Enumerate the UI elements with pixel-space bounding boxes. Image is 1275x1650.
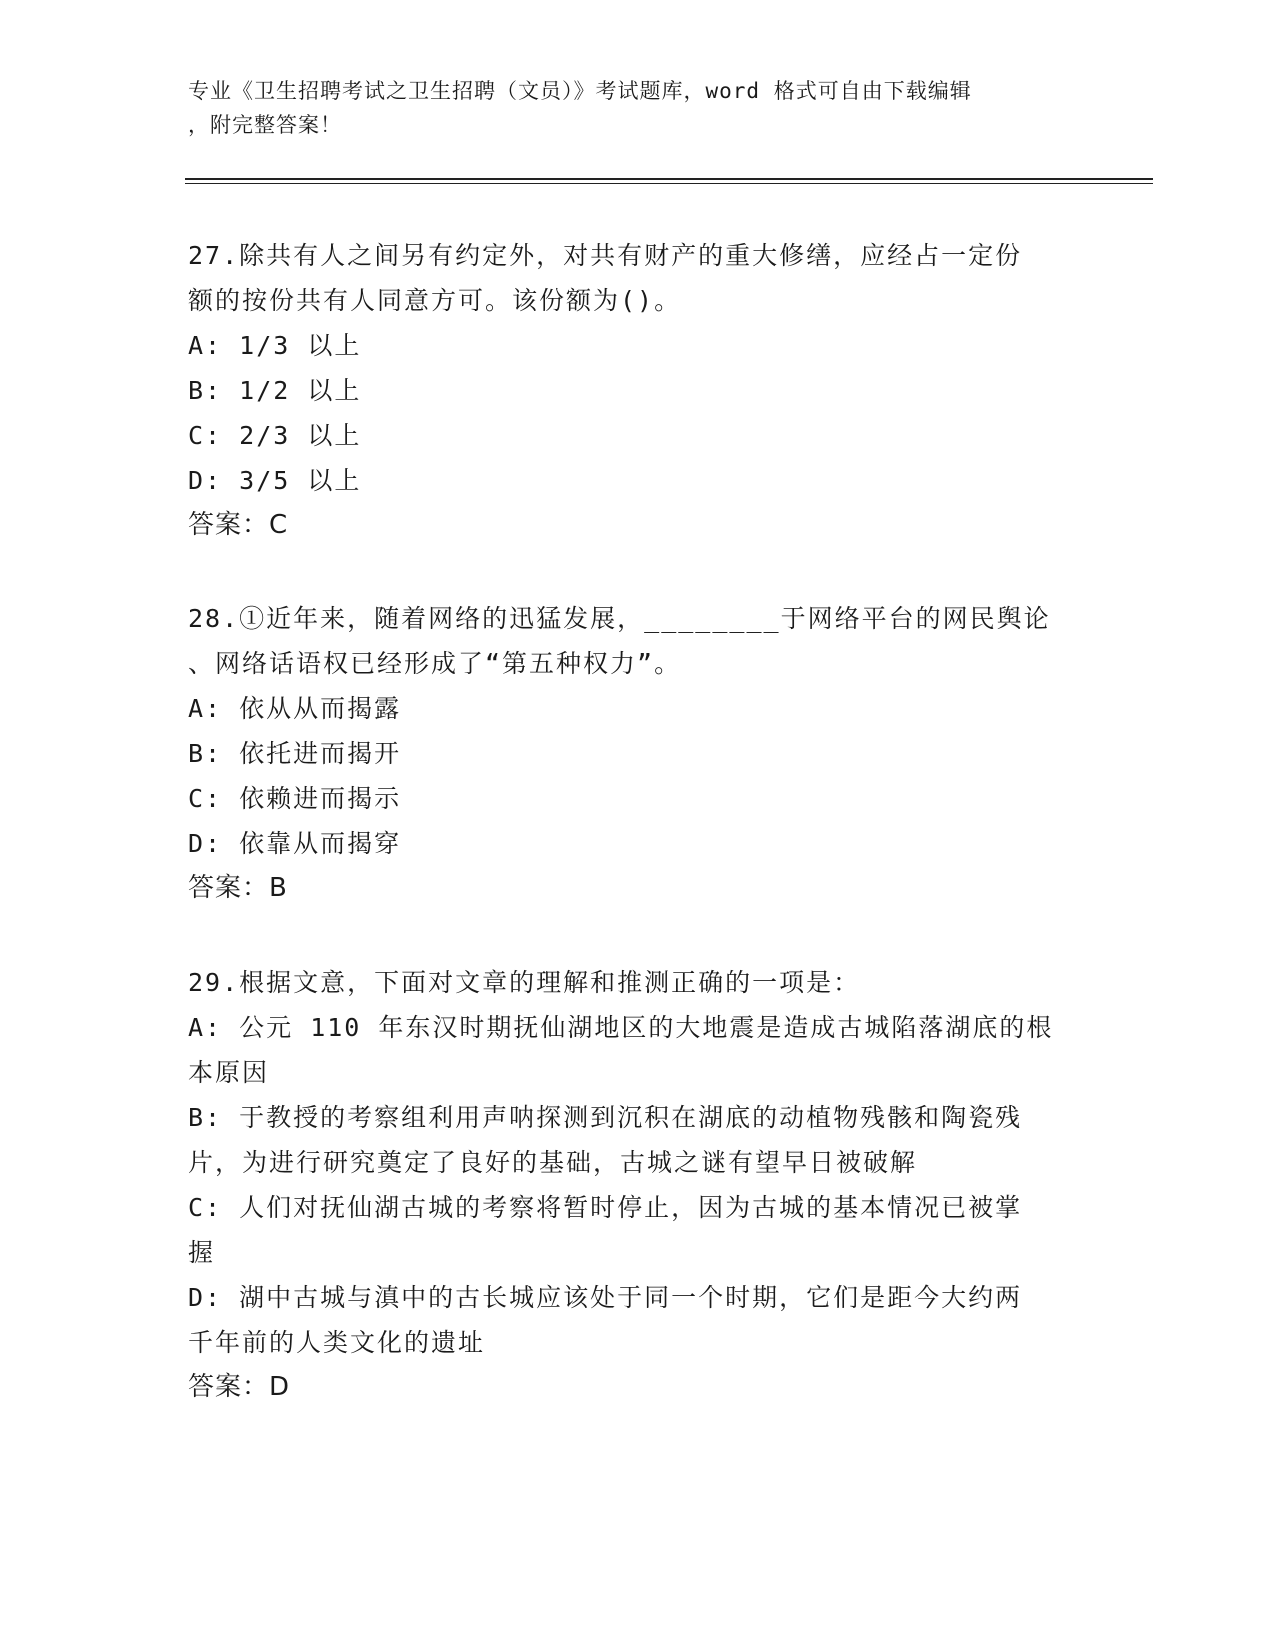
answer-line: 答案：D — [188, 1372, 291, 1402]
option-c-continued: 握 — [188, 1238, 216, 1267]
option-b: B: 于教授的考察组利用声呐探测到沉积在湖底的动植物残骸和陶瓷残 — [188, 1103, 1023, 1132]
option-a: A: 1/3 以上 — [188, 331, 362, 360]
question-stem: 、网络话语权已经形成了“第五种权力”。 — [188, 649, 682, 678]
option-a: A: 依从从而揭露 — [188, 694, 402, 723]
option-b-continued: 片，为进行研究奠定了良好的基础，古城之谜有望早日被破解 — [188, 1148, 918, 1177]
option-c: C: 2/3 以上 — [188, 421, 362, 450]
question-28 — [188, 596, 1088, 911]
header-line-1: 专业《卫生招聘考试之卫生招聘（文员）》考试题库，word 格式可自由下载编辑 — [188, 79, 972, 103]
option-d: D: 湖中古城与滇中的古长城应该处于同一个时期，它们是距今大约两 — [188, 1283, 1023, 1312]
question-27 — [188, 233, 1088, 548]
answer-line: 答案：B — [188, 873, 288, 903]
option-b: B: 依托进而揭开 — [188, 739, 402, 768]
question-stem: 27.除共有人之间另有约定外，对共有财产的重大修缮，应经占一定份 — [188, 241, 1023, 270]
option-a: A: 公元 110 年东汉时期抚仙湖地区的大地震是造成古城陷落湖底的根 — [188, 1013, 1054, 1042]
option-c: C: 依赖进而揭示 — [188, 784, 402, 813]
question-stem: 额的按份共有人同意方可。该份额为()。 — [188, 286, 682, 315]
header-line-2: ，附完整答案！ — [188, 113, 342, 137]
option-d: D: 3/5 以上 — [188, 466, 362, 495]
header-divider-bottom — [185, 183, 1153, 184]
option-c: C: 人们对抚仙湖古城的考察将暂时停止，因为古城的基本情况已被掌 — [188, 1193, 1023, 1222]
option-d: D: 依靠从而揭穿 — [188, 829, 402, 858]
question-stem: 28.①近年来，随着网络的迅猛发展，________于网络平台的网民舆论 — [188, 604, 1051, 633]
question-stem: 29.根据文意，下面对文章的理解和推测正确的一项是： — [188, 968, 861, 997]
question-29 — [188, 960, 1088, 1410]
option-b: B: 1/2 以上 — [188, 376, 362, 405]
option-a-continued: 本原因 — [188, 1058, 270, 1087]
page-header — [188, 74, 1068, 142]
option-d-continued: 千年前的人类文化的遗址 — [188, 1328, 486, 1357]
header-divider-top — [185, 178, 1153, 180]
answer-line: 答案：C — [188, 510, 289, 540]
